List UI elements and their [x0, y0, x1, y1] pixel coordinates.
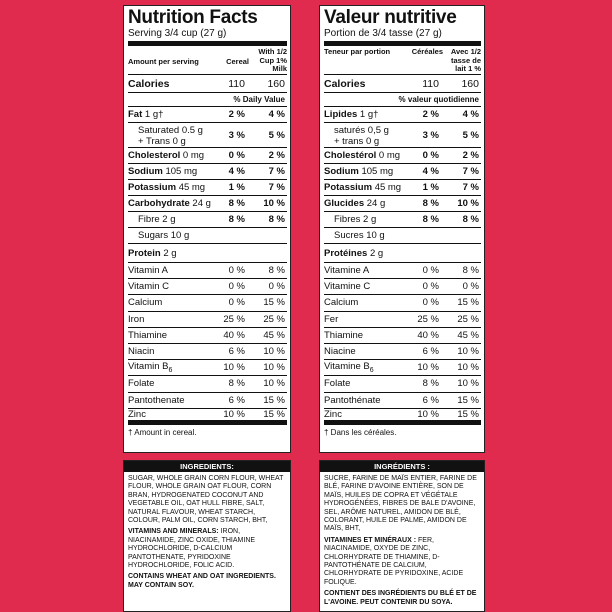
carbohydrate-row: Glucides 24 g 8 % 10 % [324, 196, 481, 212]
vitamin-label: Niacin [128, 346, 155, 358]
ingredients-heading: INGRÉDIENTS : [320, 461, 484, 472]
vitamin-label: Vitamine C [324, 281, 371, 293]
vitamin-row [128, 295, 287, 311]
protein-row: Protein 2 g [128, 244, 287, 263]
vitamin-list [324, 263, 481, 425]
serving-size: Serving 3/4 cup (27 g) [128, 28, 287, 46]
cereal-value: 10 % [417, 362, 439, 374]
fibre-row: Fibres 2 g 8 % 8 % [324, 212, 481, 228]
milk-value: 10 % [263, 346, 285, 358]
fat-row: Lipides 1 g† 2 % 4 % [324, 107, 481, 123]
vitamin-label: Vitamin A [128, 265, 168, 277]
vitamin-row [128, 376, 287, 392]
milk-value: 10 % [457, 362, 479, 374]
cereal-value: 0 % [422, 265, 439, 277]
cereal-value: 40 % [417, 329, 439, 341]
serving-size: Portion de 3/4 tasse (27 g) [324, 28, 481, 46]
vitamin-row [324, 328, 481, 344]
vitamins-minerals: VITAMINS AND MINERALS: IRON, NIACINAMIDE, ZINC OXIDE, THIAMINE HYDROCHLORIDE, D-CALCIUM PANTOTHENATE, PYRIDOXINE HYDROCHLORIDE, FOLIC ACID. [128, 528, 256, 570]
ingredient-list: SUGAR, WHOLE GRAIN CORN FLOUR, WHEAT FLOUR, WHOLE GRAIN OAT FLOUR, CORN BRAN, HYDROGENATED COCONUT AND VEGETABLE OIL, OAT HULL FIBRE, SALT, NATURAL FLAVOUR, WHEAT STARCH, COLOUR, PALM OIL, CORN STARCH, BHT, [128, 475, 284, 525]
vitamin-label: Thiamine [128, 329, 168, 341]
cereal-value: 6 % [422, 346, 439, 358]
vitamin-label: Pantothénate [324, 394, 381, 406]
milk-column-label: Avec 1/2 tasse de lait 1 % [450, 47, 481, 73]
vitamin-label: Folate [128, 378, 155, 390]
ingredients-panel-en [123, 460, 291, 612]
vitamin-list [128, 263, 287, 425]
milk-value: 15 % [263, 408, 285, 420]
daily-value-heading: % valeur quotidienne [324, 93, 481, 107]
cereal-value: 0 % [228, 297, 245, 309]
daily-value-heading: % Daily Value [128, 93, 287, 107]
ingredient-list: SUCRE, FARINE DE MAÏS ENTIER, FARINE DE BLÉ, FARINE D'AVOINE ENTIÈRE, SON DE MAÏS, HUILES DE COPRA ET VÉGÉTALE HYDROGÉNÉES, FIBRES DE BALE D'AVOINE, SEL, ARÔME NATUREL, AMIDON DE BLÉ, COLORANT, HUILE DE PALME, AMIDON DE MAÏS, BHT, [324, 475, 477, 533]
saturated-trans-row: saturés 0,5 g + trans 0 g 3 % 5 % [324, 123, 481, 148]
allergen-statement: CONTAINS WHEAT AND OAT INGREDIENTS. MAY CONTAIN SOY. [128, 573, 276, 589]
milk-column-label: With 1/2 Cup 1% Milk [258, 47, 287, 73]
calories-row: Calories 110 160 [128, 75, 287, 93]
ingredients-panel-fr [319, 460, 485, 612]
cereal-value: 10 % [417, 408, 439, 420]
vitamin-row [128, 360, 287, 376]
milk-value: 15 % [457, 297, 479, 309]
potassium-row: Potassium 45 mg 1 % 7 % [324, 180, 481, 196]
vitamins-minerals: VITAMINES ET MINÉRAUX : FER, NIACINAMIDE, OXYDE DE ZINC, CHLORHYDRATE DE THIAMINE, D-PANTOTHÉNATE DE CALCIUM, CHLORHYDRATE DE PYRIDOXINE, ACIDE FOLIQUE. [324, 536, 464, 586]
vitamin-row [324, 376, 481, 392]
allergen-statement: CONTIENT DES INGRÉDIENTS DU BLÉ ET DE L'AVOINE. PEUT CONTENIR DU SOYA. [324, 590, 477, 606]
cereal-value: 0 % [422, 281, 439, 293]
vitamin-label: Niacine [324, 346, 356, 358]
milk-value: 15 % [263, 394, 285, 406]
milk-value: 8 % [268, 265, 285, 277]
vitamin-row [324, 295, 481, 311]
cereal-value: 10 % [223, 408, 245, 420]
vitamin-row [128, 279, 287, 295]
cholesterol-row: Cholestérol 0 mg 0 % 2 % [324, 148, 481, 164]
milk-value: 45 % [263, 329, 285, 341]
cereal-column-label: Céréales [411, 47, 443, 56]
vitamin-label: Vitamine A [324, 265, 370, 277]
cereal-value: 6 % [228, 394, 245, 406]
milk-value: 0 % [462, 281, 479, 293]
amount-per-serving-label: Teneur par portion [324, 47, 391, 56]
ingredients-heading: INGREDIENTS: [124, 461, 290, 472]
vitamin-label: Vitamin $B_6$ [128, 361, 173, 375]
vitamin-row [128, 263, 287, 279]
ingredients-text [320, 472, 484, 607]
vitamin-row [128, 393, 287, 409]
vitamin-row [128, 328, 287, 344]
milk-value: 8 % [462, 265, 479, 277]
cereal-column-label: Cereal [226, 57, 249, 66]
milk-value: 25 % [263, 313, 285, 325]
vitamin-label: Vitamin C [128, 281, 170, 293]
nutrition-facts-panel-fr [319, 5, 485, 453]
vitamin-label: Fer [324, 313, 339, 325]
milk-value: 15 % [457, 394, 479, 406]
vitamin-row [128, 344, 287, 360]
cereal-value: 25 % [417, 313, 439, 325]
milk-value: 10 % [457, 346, 479, 358]
nutrition-facts-panel-en [123, 5, 291, 453]
cereal-value: 6 % [422, 394, 439, 406]
milk-value: 45 % [457, 329, 479, 341]
vitamin-label: Calcium [128, 297, 163, 309]
cereal-value: 0 % [422, 297, 439, 309]
cereal-value: 6 % [228, 346, 245, 358]
milk-value: 10 % [457, 378, 479, 390]
vitamin-label: Thiamine [324, 329, 364, 341]
milk-value: 10 % [263, 378, 285, 390]
footnote: † Amount in cereal. [128, 427, 197, 437]
column-header [128, 46, 287, 75]
sugars-row: Sucres 10 g [324, 228, 481, 244]
sodium-row: Sodium 105 mg 4 % 7 % [324, 164, 481, 180]
cereal-value: 8 % [422, 378, 439, 390]
vitamin-label: Folate [324, 378, 351, 390]
fibre-row: Fibre 2 g 8 % 8 % [128, 212, 287, 228]
vitamin-row [324, 360, 481, 376]
sugars-row: Sugars 10 g [128, 228, 287, 244]
vitamin-label: Zinc [324, 408, 342, 420]
panel-title: Valeur nutritive [324, 7, 457, 28]
cereal-value: 10 % [223, 362, 245, 374]
vitamin-row [324, 312, 481, 328]
milk-value: 15 % [457, 408, 479, 420]
cereal-value: 40 % [223, 329, 245, 341]
cereal-value: 0 % [228, 265, 245, 277]
cereal-value: 25 % [223, 313, 245, 325]
sodium-row: Sodium 105 mg 4 % 7 % [128, 164, 287, 180]
vitamin-label: Calcium [324, 297, 359, 309]
fat-row: Fat 1 g† 2 % 4 % [128, 107, 287, 123]
panel-title: Nutrition Facts [128, 7, 258, 28]
vitamin-row [324, 344, 481, 360]
milk-value: 15 % [263, 297, 285, 309]
vitamin-label: Pantothenate [128, 394, 185, 406]
cereal-value: 8 % [228, 378, 245, 390]
potassium-row: Potassium 45 mg 1 % 7 % [128, 180, 287, 196]
vitamin-label: Iron [128, 313, 145, 325]
milk-value: 10 % [263, 362, 285, 374]
vitamin-row [324, 393, 481, 409]
carbohydrate-row: Carbohydrate 24 g 8 % 10 % [128, 196, 287, 212]
vitamin-label: Zinc [128, 408, 146, 420]
vitamin-label: Vitamine $B_6$ [324, 361, 374, 375]
protein-row: Protéines 2 g [324, 244, 481, 263]
vitamin-row [324, 263, 481, 279]
cholesterol-row: Cholesterol 0 mg 0 % 2 % [128, 148, 287, 164]
column-header [324, 46, 481, 75]
saturated-trans-row: Saturated 0.5 g + Trans 0 g 3 % 5 % [128, 123, 287, 148]
footnote: † Dans les céréales. [324, 427, 397, 437]
vitamin-row [128, 312, 287, 328]
amount-per-serving-label: Amount per serving [128, 57, 199, 66]
ingredients-text [124, 472, 290, 590]
vitamin-row [128, 409, 287, 425]
vitamin-row [324, 279, 481, 295]
cereal-value: 0 % [228, 281, 245, 293]
milk-value: 25 % [457, 313, 479, 325]
calories-row: Calories 110 160 [324, 75, 481, 93]
vitamin-row [324, 409, 481, 425]
milk-value: 0 % [268, 281, 285, 293]
